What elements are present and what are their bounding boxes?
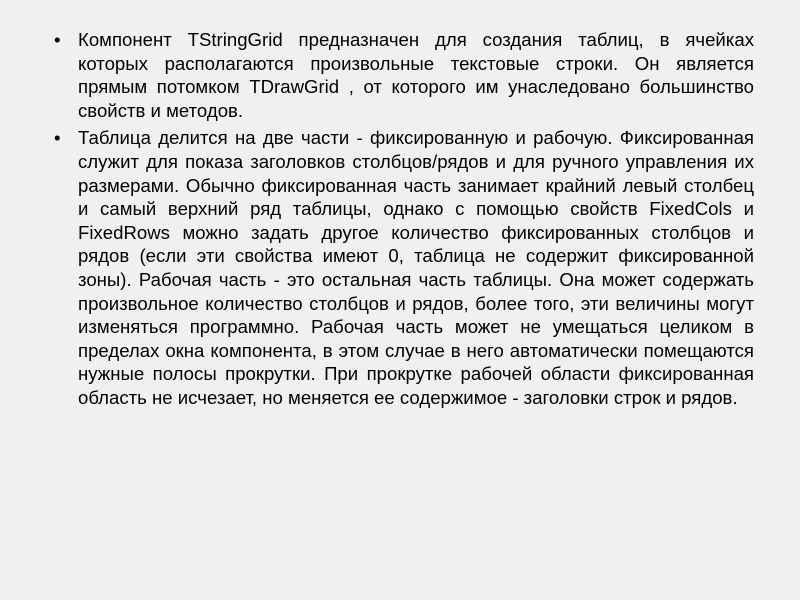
bullet-dot-icon: • xyxy=(54,29,61,50)
bullet-list xyxy=(52,28,754,410)
bullet-item xyxy=(52,28,754,122)
bullet-item xyxy=(52,126,754,409)
paragraph-text: Компонент TStringGrid предназначен для создания таблиц, в ячейках которых располагаются произвольные текстовые строки. Он является прямым потомком TDrawGrid , от которого им унаследовано большинство свойств и методов. xyxy=(78,29,754,121)
bullet-dot-icon: • xyxy=(54,127,61,149)
paragraph-text: Таблица делится на две части - фиксированную и рабочую. Фиксированная служит для показа заголовков столбцов/рядов и для ручного управления их размерами. Обычно фиксированная часть занимает крайний левый столбец и самый верхний ряд таблицы, однако с помощью свойств FixedCols и FixedRows можно задать другое количество фиксированных столбцов и рядов (если эти свойства имеют 0, таблица не содержит фиксированной зоны). Рабочая часть - это остальная часть таблицы. Она может содержать произвольное количество столбцов и рядов, более того, эти величины могут изменяться программно. Рабочая часть может не умещаться целиком в пределах окна компонента, в этом случае в него автоматически помещаются нужные полосы прокрутки. При прокрутке рабочей области фиксированная область не исчезает, но меняется ее содержимое - заголовки строк и рядов. xyxy=(78,127,754,408)
